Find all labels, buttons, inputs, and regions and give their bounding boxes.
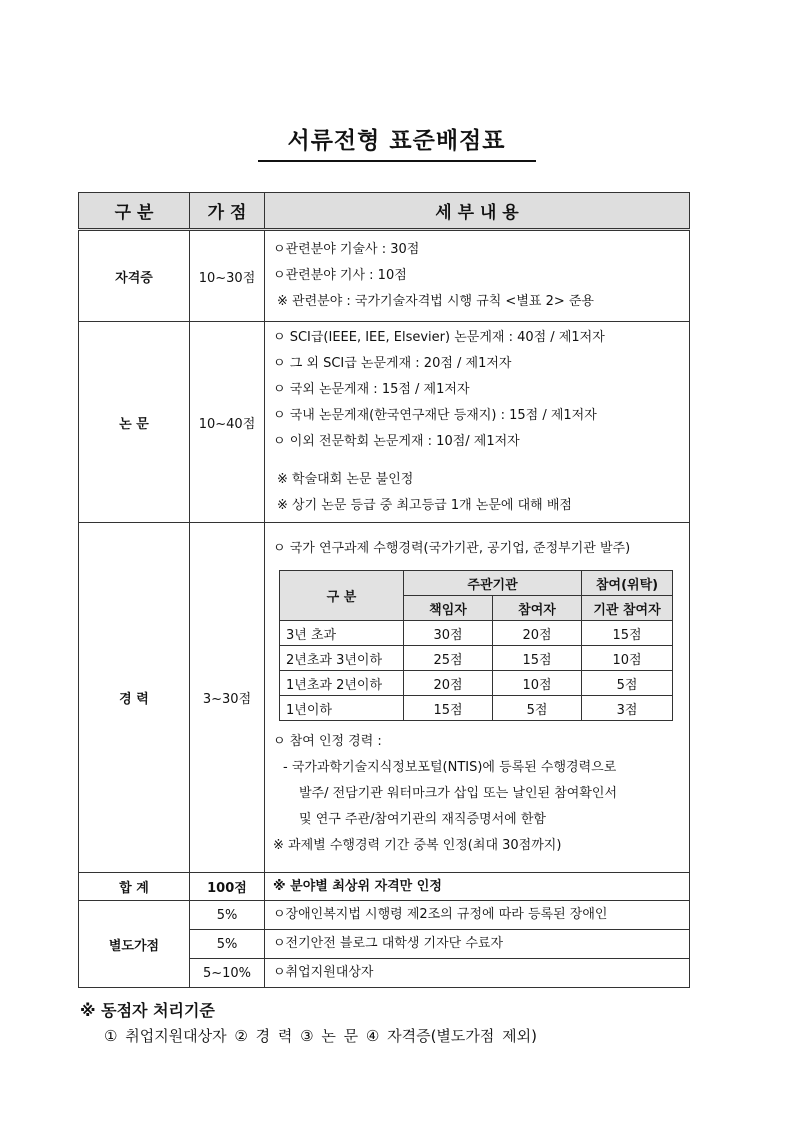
bonus-text-cell: [265, 930, 690, 959]
career-row-member: 15점: [493, 646, 582, 671]
header-detail: 세 부 내 용: [265, 193, 690, 230]
career-label: 경 력: [79, 523, 190, 873]
career-row-member: 10점: [493, 671, 582, 696]
paper-line: ㅇ 국내 논문게재(한국연구재단 등재지) : 15점 / 제1저자: [273, 408, 597, 423]
career-row-label: 2년초과 3년이하: [280, 646, 404, 671]
paper-line: ㅇ SCI급(IEEE, IEE, Elsevier) 논문게재 : 40점 / 제1저자: [273, 330, 605, 345]
total-text: ※ 분야별 최상위 자격만 인정: [273, 878, 442, 894]
career-row-part: 10점: [582, 646, 673, 671]
career-recog-detail: - 국가과학기술지식정보포털(NTIS)에 등록된 수행경력으로: [283, 760, 617, 775]
header-category: 구 분: [79, 193, 190, 230]
page-title: 서류전형 표준배점표: [287, 128, 506, 154]
career-row-chief: 30점: [404, 621, 493, 646]
career-row-part: 5점: [582, 671, 673, 696]
bonus-label: 별도가점: [79, 901, 190, 988]
career-score: 3~30점: [190, 523, 265, 873]
career-note: ※ 과제별 수행경력 기간 중복 인정(최대 30점까지): [273, 838, 562, 853]
tie-break-order: ① 취업지원대상자 ② 경 력 ③ 논 문 ④ 자격증(별도가점 제외): [104, 1027, 537, 1045]
career-recog-detail: 발주/ 전담기관 워터마크가 삽입 또는 날인된 참여확인서: [299, 786, 618, 801]
paper-score: 10~40점: [190, 322, 265, 523]
bonus-text-cell: [265, 959, 690, 988]
bonus-text: ㅇ전기안전 블로그 대학생 기자단 수료자: [273, 936, 504, 951]
title-underline: [258, 160, 536, 162]
career-recog-detail: 및 연구 주관/참여기관의 재직증명서에 한함: [299, 812, 546, 827]
career-row-part: 15점: [582, 621, 673, 646]
career-th-member: 참여자: [493, 596, 582, 621]
career-table-row: [280, 696, 673, 721]
cert-row: [79, 230, 690, 322]
career-table-row: [280, 621, 673, 646]
paper-note: ※ 상기 논문 등급 중 최고등급 1개 논문에 대해 배점: [277, 498, 572, 513]
career-th-lead: 주관기관: [404, 571, 582, 596]
paper-row: [79, 322, 690, 523]
career-row: [79, 523, 690, 873]
career-row-label: 3년 초과: [280, 621, 404, 646]
cert-score: 10~30점: [190, 230, 265, 322]
cert-note: ※ 관련분야 : 국가기술자격법 시행 규칙 <별표 2> 준용: [277, 294, 594, 309]
career-row-member: 20점: [493, 621, 582, 646]
total-score: 100점: [190, 873, 265, 901]
career-table-header: [280, 571, 673, 596]
cert-label: 자격증: [79, 230, 190, 322]
career-recog: ㅇ 참여 인정 경력 :: [273, 734, 382, 749]
paper-line: ㅇ 이외 전문학회 논문게재 : 10점/ 제1저자: [273, 434, 520, 449]
bonus-text: ㅇ취업지원대상자: [273, 965, 374, 980]
career-row-part: 3점: [582, 696, 673, 721]
bonus-text-cell: [265, 901, 690, 930]
cert-line: ㅇ관련분야 기술사 : 30점: [273, 242, 420, 257]
career-th-part-bottom: 기관 참여자: [582, 596, 673, 621]
header-score: 가 점: [190, 193, 265, 230]
bonus-score: 5%: [190, 901, 265, 930]
bonus-score: 5~10%: [190, 959, 265, 988]
total-label: 합 계: [79, 873, 190, 901]
paper-line: ㅇ 그 외 SCI급 논문게재 : 20점 / 제1저자: [273, 356, 512, 371]
career-row-chief: 25점: [404, 646, 493, 671]
score-table: [78, 192, 690, 988]
header-row: [79, 193, 690, 230]
tie-break-title: ※ 동점자 처리기준: [80, 1001, 215, 1020]
bonus-row: [79, 901, 690, 930]
bonus-text: ㅇ장애인복지법 시행령 제2조의 규정에 따라 등록된 장애인: [273, 907, 608, 922]
career-row-label: 1년이하: [280, 696, 404, 721]
bonus-score: 5%: [190, 930, 265, 959]
total-row: [79, 873, 690, 901]
paper-label: 논 문: [79, 322, 190, 523]
career-th-division: 구 분: [280, 571, 404, 621]
career-table-row: [280, 671, 673, 696]
cert-detail: [265, 230, 690, 322]
paper-detail: [265, 322, 690, 523]
career-table-row: [280, 646, 673, 671]
career-th-chief: 책임자: [404, 596, 493, 621]
cert-line: ㅇ관련분야 기사 : 10점: [273, 268, 407, 283]
career-detail: [265, 523, 690, 873]
career-score-table: [279, 570, 673, 721]
career-th-part-top: 참여(위탁): [582, 571, 673, 596]
career-row-label: 1년초과 2년이하: [280, 671, 404, 696]
paper-note: ※ 학술대회 논문 불인정: [277, 472, 414, 487]
paper-line: ㅇ 국외 논문게재 : 15점 / 제1저자: [273, 382, 470, 397]
career-row-member: 5점: [493, 696, 582, 721]
total-text-cell: [265, 873, 690, 901]
career-row-chief: 15점: [404, 696, 493, 721]
career-line: ㅇ 국가 연구과제 수행경력(국가기관, 공기업, 준정부기관 발주): [273, 541, 631, 556]
career-row-chief: 20점: [404, 671, 493, 696]
